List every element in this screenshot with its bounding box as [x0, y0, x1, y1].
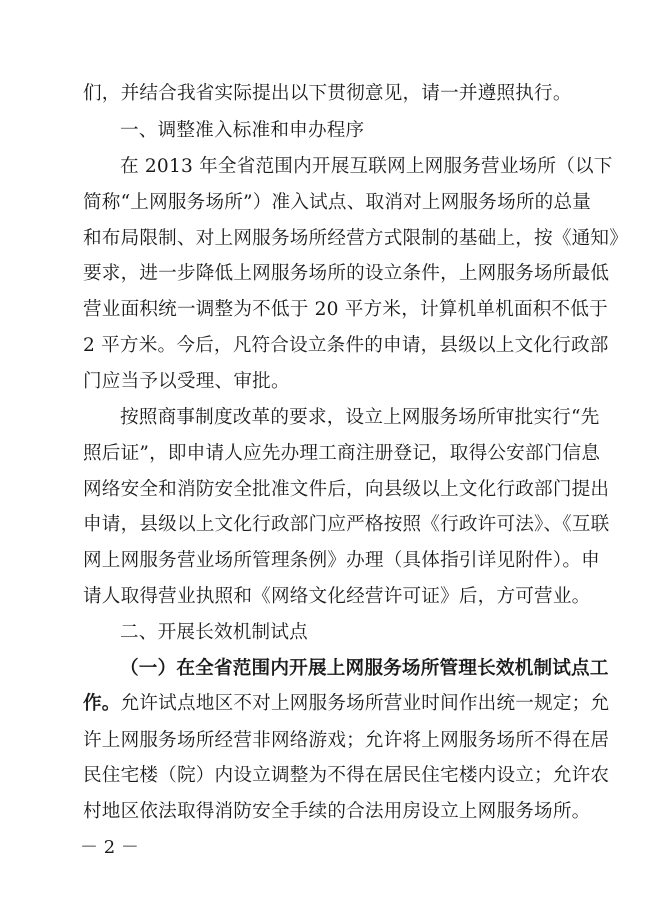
paragraph-text: 允许试点地区不对上网服务场所营业时间作出统一规定；允 — [120, 693, 610, 714]
subsection-heading: （一）在全省范围内开展上网服务场所管理长效机制试点工 — [120, 658, 609, 679]
paragraph-line: 网上网服务营业场所管理条例》办理（具体指引详见附件）。申 — [83, 550, 600, 571]
paragraph-line: 申请，县级以上文化行政部门应严格按照《行政许可法》、《互联 — [83, 514, 610, 535]
paragraph-line: 网络安全和消防安全批准文件后，向县级以上文化行政部门提出 — [83, 479, 610, 500]
paragraph-line: 村地区依法取得消防安全手续的合法用房设立上网服务场所。 — [83, 801, 591, 822]
section-heading-1: 一、调整准入标准和申办程序 — [120, 120, 365, 141]
paragraph-line: 按照商事制度改革的要求，设立上网服务场所审批实行“先 — [120, 407, 600, 428]
paragraph-line: 照后证”，即申请人应先办理工商注册登记，取得公安部门信息 — [83, 443, 601, 464]
paragraph-line: 许上网服务场所经营非网络游戏；允许将上网服务场所不得在居 — [83, 730, 610, 751]
paragraph-line: 简称“上网服务场所”）准入试点、取消对上网服务场所的总量 — [83, 192, 592, 213]
paragraph-line — [83, 692, 609, 716]
page-number: － 2 － — [80, 837, 139, 858]
paragraph-line: 门应当予以受理、审批。 — [83, 371, 290, 392]
paragraph-line: 营业面积统一调整为不低于 20 平方米，计算机单机面积不低于 — [83, 299, 608, 320]
paragraph-line: 民住宅楼（院）内设立调整为不得在居民住宅楼内设立；允许农 — [83, 765, 610, 786]
subsection-heading-tail: 作。 — [83, 693, 121, 714]
paragraph-line: 请人取得营业执照和《网络文化经营许可证》后，方可营业。 — [83, 586, 591, 607]
paragraph-line: 2 平方米。今后，凡符合设立条件的申请，县级以上文化行政部 — [83, 335, 609, 356]
paragraph-line: 和布局限制、对上网服务场所经营方式限制的基础上，按《通知》 — [83, 228, 629, 249]
section-heading-2: 二、开展长效机制试点 — [120, 622, 308, 643]
paragraph-line: 们，并结合我省实际提出以下贯彻意见，请一并遵照执行。 — [83, 83, 572, 104]
paragraph-line: 要求，进一步降低上网服务场所的设立条件，上网服务场所最低 — [83, 263, 610, 284]
paragraph-line: 在 2013 年全省范围内开展互联网上网服务营业场所（以下 — [120, 156, 613, 177]
